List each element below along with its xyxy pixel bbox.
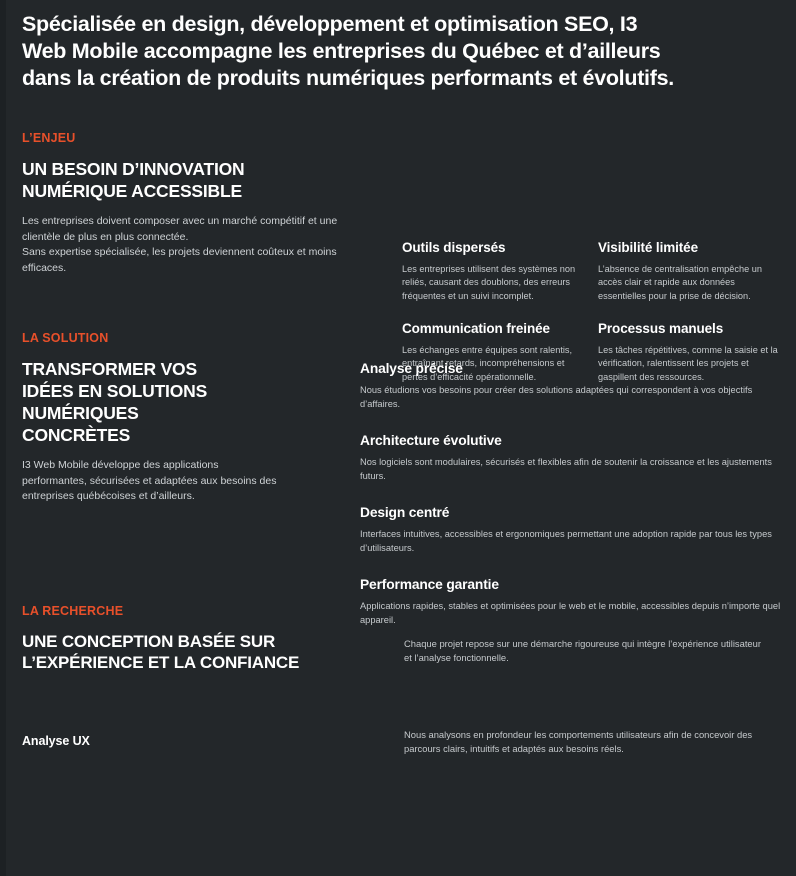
solution-body-line-1: I3 Web Mobile développe des applications (22, 459, 219, 471)
card-title: Outils dispersés (402, 240, 506, 255)
enjeu-title-line-1: UN BESOIN D’INNOVATION (22, 159, 245, 179)
solution-title-line-2: IDÉES EN SOLUTIONS (22, 381, 208, 401)
card-body: L’absence de centralisation empêche un accès clair et rapide aux données essentielles pour la prise de décision. (598, 263, 762, 301)
solution-item-title: Design centré (360, 505, 450, 520)
enjeu-body-line-4: efficaces. (22, 261, 67, 274)
solution-body-line-3: entreprises québécoises et d’ailleurs. (22, 490, 195, 502)
solution-item-architecture-evolutive (360, 432, 790, 483)
recherche-title-line-2: L’EXPÉRIENCE ET LA CONFIANCE (22, 652, 300, 672)
card-body: Les échanges entre équipes sont ralentis, entraînant retards, incompréhensions et pertes d’efficacité opérationnelle. (402, 344, 573, 382)
solution-item-title: Analyse précise (360, 361, 463, 376)
recherche-title-line-1: UNE CONCEPTION BASÉE SUR (22, 631, 276, 651)
recherche-detail-text: Nous analysons en profondeur les comportements utilisateurs afin de concevoir des parcours clairs, intuitifs et adaptés aux besoins réels. (404, 728, 753, 754)
card-title: Processus manuels (598, 321, 724, 336)
solution-item-body: Nous étudions vos besoins pour créer des solutions adaptées qui correspondent à vos objectifs d’affaires. (360, 385, 753, 409)
left-edge-strip (0, 0, 6, 876)
recherche-subheading: Analyse UX (22, 733, 90, 748)
solution-feature-list (360, 360, 790, 627)
solution-item-title: Performance garantie (360, 577, 499, 592)
solution-item-title: Architecture évolutive (360, 433, 502, 448)
solution-item-design-centre (360, 504, 790, 555)
solution-body-line-2: performantes, sécurisées et adaptées aux besoins des (22, 474, 277, 487)
solution-item-analyse-precise (360, 360, 790, 411)
card-body: Les tâches répétitives, comme la saisie et la vérification, ralentissent les projets et gaspillent des ressources. (598, 344, 778, 382)
hero-line-3: dans la création de produits numériques performants et évolutifs. (22, 66, 674, 90)
recherche-title (22, 631, 352, 673)
solution-item-body: Interfaces intuitives, accessibles et ergonomiques permettant une adoption rapide par tous les types d’utilisateurs. (360, 529, 772, 553)
section-recherche (22, 603, 782, 754)
solution-left-column (22, 358, 312, 505)
solution-body (22, 458, 312, 505)
enjeu-card-visibilite-limitee (598, 239, 784, 303)
hero-line-2: Web Mobile accompagne les entreprises du Québec et d’ailleurs (22, 39, 661, 63)
hero-section (22, 0, 782, 92)
recherche-eyebrow: LA RECHERCHE (22, 603, 124, 618)
solution-eyebrow: LA SOLUTION (22, 331, 109, 345)
card-title: Visibilité limitée (598, 240, 698, 255)
solution-title (22, 358, 312, 446)
solution-title-line-3: NUMÉRIQUES (22, 403, 139, 423)
enjeu-eyebrow: L’ENJEU (22, 131, 76, 145)
solution-title-line-1: TRANSFORMER VOS (22, 359, 197, 379)
solution-item-body: Applications rapides, stables et optimisées pour le web et le mobile, accessibles depuis n’importe quel appareil. (360, 601, 781, 625)
card-body: Les entreprises utilisent des systèmes non reliés, causant des doublons, des erreurs fréquentes et un suivi incomplet. (402, 263, 576, 301)
enjeu-title (22, 158, 782, 202)
enjeu-body-line-2: clientèle de plus en plus connectée. (22, 230, 189, 243)
enjeu-body-line-1: Les entreprises doivent composer avec un marché compétitif et une (22, 215, 338, 227)
recherche-left-column (22, 631, 352, 748)
hero-line-1: Spécialisée en design, développement et optimisation SEO, I3 (22, 12, 638, 36)
enjeu-title-line-2: NUMÉRIQUE ACCESSIBLE (22, 181, 242, 201)
solution-title-line-4: CONCRÈTES (22, 425, 131, 445)
enjeu-body-line-3: Sans expertise spécialisée, les projets deviennent coûteux et moins (22, 246, 337, 258)
enjeu-card-outils-disperses (402, 239, 588, 303)
card-title: Communication freinée (402, 321, 550, 336)
solution-item-body: Nos logiciels sont modulaires, sécurisés et flexibles afin de soutenir la croissance et les ajustements futurs. (360, 457, 772, 481)
recherche-intro-text: Chaque projet repose sur une démarche rigoureuse qui intègre l’expérience utilisateur et l’analyse fonctionnelle. (404, 637, 761, 663)
